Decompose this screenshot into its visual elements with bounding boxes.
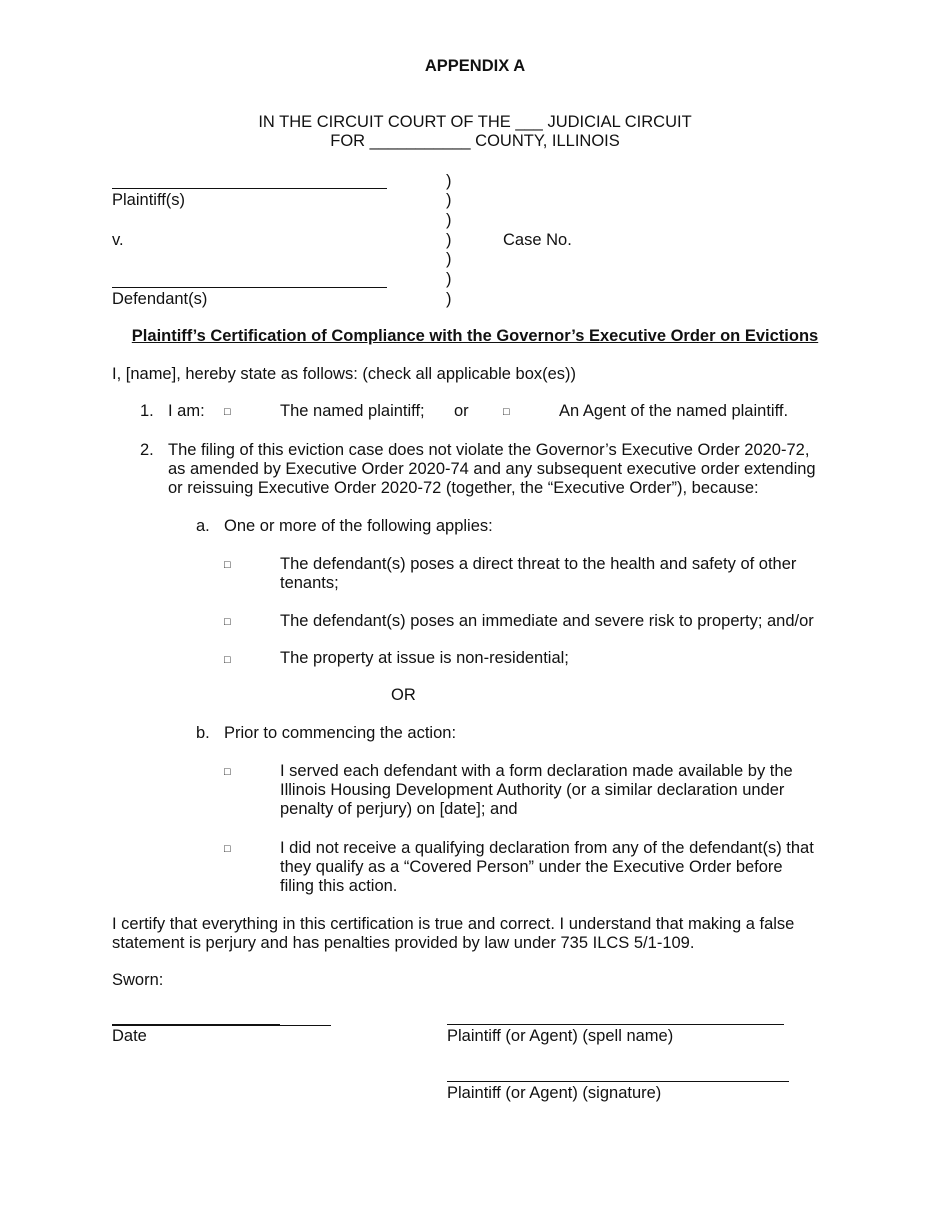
or-separator: OR (391, 686, 416, 704)
date-label: Date (112, 1027, 147, 1045)
item-2-number: 2. (140, 441, 154, 459)
or-connector: or (454, 402, 469, 420)
part-b-text: Prior to commencing the action: (224, 724, 457, 742)
item-2-text-line: The filing of this eviction case does not violate the Governor’s Executive Order 2020-72, (168, 441, 810, 459)
direct-threat-option-line: The defendant(s) poses a direct threat to the health and safety of other (280, 555, 797, 573)
caption-paren: ) (446, 231, 452, 249)
plaintiff-label: Plaintiff(s) (112, 191, 186, 209)
property-risk-option: The defendant(s) poses an immediate and severe risk to property; and/or (280, 612, 814, 630)
caption-paren: ) (446, 211, 452, 229)
spell-name-line[interactable] (447, 1024, 784, 1025)
part-b-letter: b. (196, 724, 210, 742)
served-declaration-option-line: Illinois Housing Development Authority (or a similar declaration under (280, 781, 785, 799)
agent-checkbox[interactable]: □ (503, 406, 510, 418)
part-a-letter: a. (196, 517, 210, 535)
named-plaintiff-checkbox[interactable]: □ (224, 406, 231, 418)
date-line[interactable] (112, 1024, 280, 1026)
appendix-title: APPENDIX A (424, 57, 526, 75)
property-risk-checkbox[interactable]: □ (224, 616, 231, 628)
certification-line: statement is perjury and has penalties provided by law under 735 ILCS 5/1-109. (112, 934, 695, 952)
no-declaration-option-line: they qualify as a “Covered Person” under the Executive Order before (280, 858, 783, 876)
named-plaintiff-option: The named plaintiff; (280, 402, 425, 420)
court-line-2: FOR ___________ COUNTY, ILLINOIS (330, 132, 620, 150)
sworn-label: Sworn: (112, 971, 164, 989)
item-1-label: I am: (168, 402, 205, 420)
item-2-text-line: or reissuing Executive Order 2020-72 (together, the “Executive Order”), because: (168, 479, 759, 497)
caption-paren: ) (446, 191, 452, 209)
signature-label: Plaintiff (or Agent) (signature) (447, 1084, 662, 1102)
signature-line[interactable] (447, 1081, 789, 1082)
court-line-1: IN THE CIRCUIT COURT OF THE ___ JUDICIAL CIRCUIT (258, 113, 692, 131)
date-line-extension (280, 1025, 331, 1026)
caption-paren: ) (446, 290, 452, 308)
case-number-label: Case No. (503, 231, 572, 249)
direct-threat-option-line: tenants; (280, 574, 339, 592)
defendant-name-line[interactable] (112, 287, 387, 288)
certification-line: I certify that everything in this certification is true and correct. I understand that making a false (112, 915, 795, 933)
part-a-text: One or more of the following applies: (224, 517, 493, 535)
served-declaration-option-line: I served each defendant with a form declaration made available by the (280, 762, 793, 780)
item-1-number: 1. (140, 402, 154, 420)
no-declaration-option-line: I did not receive a qualifying declaration from any of the defendant(s) that (280, 839, 814, 857)
versus-label: v. (112, 231, 124, 249)
certification-heading: Plaintiff’s Certification of Compliance with the Governor’s Executive Order on Evictions (131, 327, 819, 345)
intro-text: I, [name], hereby state as follows: (check all applicable box(es)) (112, 365, 577, 383)
caption-paren: ) (446, 250, 452, 268)
defendant-label: Defendant(s) (112, 290, 208, 308)
item-2-text-line: as amended by Executive Order 2020-74 and any subsequent executive order extending (168, 460, 816, 478)
no-declaration-checkbox[interactable]: □ (224, 843, 231, 855)
non-residential-checkbox[interactable]: □ (224, 654, 231, 666)
caption-paren: ) (446, 270, 452, 288)
no-declaration-option-line: filing this action. (280, 877, 398, 895)
served-declaration-checkbox[interactable]: □ (224, 766, 231, 778)
non-residential-option: The property at issue is non-residential; (280, 649, 569, 667)
served-declaration-option-line: penalty of perjury) on [date]; and (280, 800, 518, 818)
direct-threat-checkbox[interactable]: □ (224, 559, 231, 571)
spell-name-label: Plaintiff (or Agent) (spell name) (447, 1027, 674, 1045)
caption-paren: ) (446, 172, 452, 190)
plaintiff-name-line[interactable] (112, 188, 387, 189)
agent-option: An Agent of the named plaintiff. (559, 402, 789, 420)
